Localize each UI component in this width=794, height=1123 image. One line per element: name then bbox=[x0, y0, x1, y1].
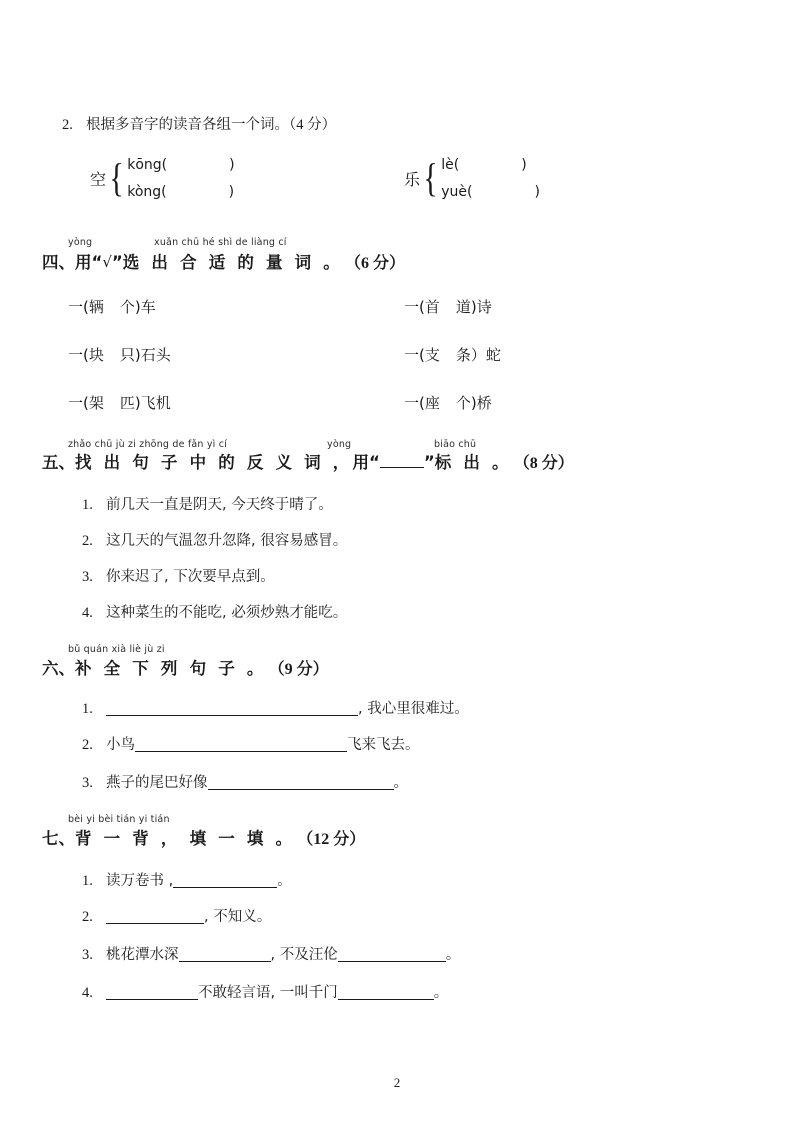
check-mark-icon: √ bbox=[102, 253, 112, 271]
section-4-lead: 用 bbox=[75, 253, 92, 272]
mw-prefix: 一( bbox=[404, 298, 425, 316]
section-5-title-use: 用 bbox=[352, 453, 369, 472]
section-7-heading bbox=[42, 831, 365, 848]
underline-sample bbox=[380, 467, 424, 468]
paren-open: ( bbox=[453, 157, 460, 173]
mw-suffix: )石头 bbox=[134, 346, 171, 364]
item-marker: 3. bbox=[82, 775, 93, 791]
paren-open: ( bbox=[161, 157, 168, 173]
paren-close: ) bbox=[229, 157, 235, 173]
answer-blank[interactable] bbox=[106, 715, 358, 716]
section-5-pinyin-main: zhǎo chū jù zi zhōng de fǎn yì cí bbox=[68, 439, 228, 450]
section-6-score: （9 分） bbox=[268, 661, 329, 678]
item-tail: 。 bbox=[445, 947, 461, 963]
quote-open: “ bbox=[91, 253, 103, 272]
section-5-item[interactable] bbox=[82, 570, 275, 585]
polyphone-row bbox=[441, 158, 540, 172]
pinyin-label: kòng bbox=[127, 184, 162, 200]
section-7-pinyin: bèi yi bèi tián yi tián bbox=[68, 814, 170, 825]
question-2-score: （4 分） bbox=[289, 117, 337, 133]
section-4-index: 四、 bbox=[42, 253, 75, 272]
polyphone-row bbox=[127, 158, 234, 172]
section-7-title: 背 一 背 ， 填 一 填 。 bbox=[75, 829, 296, 848]
polyphone-row bbox=[441, 185, 540, 199]
mw-option-1[interactable]: 首 bbox=[424, 298, 440, 316]
measure-word-row[interactable] bbox=[404, 396, 492, 411]
item-marker: 1. bbox=[82, 497, 93, 513]
section-7-item[interactable] bbox=[82, 986, 448, 1001]
section-4-pinyin-main: xuǎn chū hé shì de liàng cí bbox=[154, 237, 287, 248]
pinyin-label: lè bbox=[441, 157, 454, 173]
mw-option-1[interactable]: 块 bbox=[88, 346, 104, 364]
mw-suffix: )飞机 bbox=[134, 394, 171, 412]
page-number: 2 bbox=[393, 1075, 401, 1090]
item-marker: 2. bbox=[82, 737, 93, 753]
answer-blank[interactable] bbox=[338, 961, 446, 962]
section-5-title-part1: 找 出 句 子 中 的 反 义 词 ， bbox=[75, 453, 353, 472]
section-5-score: （8 分） bbox=[513, 455, 574, 472]
mw-prefix: 一( bbox=[68, 346, 89, 364]
paren-close: ) bbox=[521, 157, 527, 173]
item-marker: 1. bbox=[82, 701, 93, 717]
section-4-title: 选 出 合 适 的 量 词 。 bbox=[122, 253, 343, 272]
brace-icon: { bbox=[423, 155, 438, 201]
polyphone-row bbox=[127, 185, 234, 199]
mw-option-1[interactable]: 辆 bbox=[88, 298, 104, 316]
mw-prefix: 一( bbox=[404, 346, 425, 364]
item-suffix: 飞来飞去。 bbox=[347, 737, 420, 753]
polyphone-group-le bbox=[404, 155, 540, 201]
mw-option-2[interactable]: 条 bbox=[455, 346, 471, 364]
section-5-pinyin-biaochu: biāo chū bbox=[434, 439, 477, 450]
item-marker: 1. bbox=[82, 873, 93, 889]
mw-option-2[interactable]: 个 bbox=[119, 298, 135, 316]
item-prefix: 小鸟 bbox=[106, 737, 135, 753]
polyphone-character: 空 bbox=[90, 170, 107, 189]
answer-blank[interactable] bbox=[338, 999, 434, 1000]
mw-suffix: ）蛇 bbox=[470, 346, 501, 364]
measure-word-row[interactable] bbox=[404, 348, 501, 363]
section-4-heading bbox=[42, 255, 405, 272]
answer-blank[interactable] bbox=[135, 751, 347, 752]
item-suffix: 。 bbox=[393, 775, 408, 791]
question-2-title: 根据多音字的读音各组一个词。 bbox=[86, 117, 289, 133]
section-6-item[interactable] bbox=[82, 776, 408, 791]
item-text[interactable]: 你来迟了, 下次要早点到。 bbox=[106, 569, 275, 585]
measure-word-row[interactable] bbox=[404, 300, 492, 315]
item-marker: 4. bbox=[82, 985, 93, 1001]
quote-close: ” bbox=[423, 453, 435, 472]
item-marker: 3. bbox=[82, 947, 93, 963]
section-7-item[interactable] bbox=[82, 910, 271, 925]
mw-option-1[interactable]: 架 bbox=[88, 394, 104, 412]
mw-prefix: 一( bbox=[68, 394, 89, 412]
mw-suffix: )车 bbox=[134, 298, 156, 316]
pinyin-label: kōng bbox=[127, 157, 162, 173]
item-marker: 2. bbox=[82, 909, 93, 925]
item-suffix: , 不及汪伦 bbox=[270, 947, 338, 963]
polyphone-character: 乐 bbox=[404, 170, 421, 189]
item-marker: 2. bbox=[82, 533, 93, 549]
section-6-item[interactable] bbox=[82, 738, 420, 753]
item-prefix: 读万卷书 , bbox=[106, 873, 174, 889]
measure-word-row[interactable] bbox=[68, 396, 171, 411]
item-marker: 4. bbox=[82, 605, 93, 621]
measure-word-row[interactable] bbox=[68, 300, 156, 315]
section-7-score: （12 分） bbox=[297, 831, 366, 848]
section-5-heading bbox=[42, 455, 574, 472]
answer-blank[interactable] bbox=[106, 999, 198, 1000]
section-5-item[interactable] bbox=[82, 498, 333, 513]
mw-option-1[interactable]: 座 bbox=[424, 394, 440, 412]
polyphone-group-kong bbox=[90, 155, 235, 201]
item-prefix: 燕子的尾巴好像 bbox=[106, 775, 208, 791]
pinyin-label: yuè bbox=[441, 184, 467, 200]
item-suffix: , 不知义。 bbox=[204, 909, 272, 925]
item-suffix: 。 bbox=[277, 873, 292, 889]
paren-open: ( bbox=[467, 184, 473, 200]
measure-word-row[interactable] bbox=[68, 348, 171, 363]
section-4-pinyin-yong: yòng bbox=[68, 237, 93, 248]
item-text[interactable]: 这种菜生的不能吃, 必须炒熟才能吃。 bbox=[106, 605, 348, 621]
quote-open: “ bbox=[369, 453, 380, 472]
section-6-title: 补 全 下 列 句 子 。 bbox=[75, 659, 267, 678]
item-suffix: 不敢轻言语, 一叫千门 bbox=[198, 985, 338, 1001]
paren-open: ( bbox=[161, 184, 167, 200]
question-2-heading bbox=[62, 118, 336, 133]
mw-prefix: 一( bbox=[404, 394, 425, 412]
answer-blank[interactable] bbox=[179, 961, 271, 962]
brace-icon: { bbox=[109, 155, 124, 201]
mw-option-2[interactable]: 道 bbox=[455, 298, 471, 316]
section-5-index: 五、 bbox=[42, 453, 75, 472]
paren-close: ) bbox=[534, 184, 540, 200]
item-prefix: 桃花潭水深 bbox=[106, 947, 179, 963]
mw-option-2[interactable]: 个 bbox=[455, 394, 471, 412]
question-2-marker: 2. bbox=[62, 117, 73, 133]
mw-option-1[interactable]: 支 bbox=[424, 346, 440, 364]
item-suffix: , 我心里很难过。 bbox=[358, 701, 469, 717]
section-4-score: （6 分） bbox=[345, 255, 406, 272]
item-marker: 3. bbox=[82, 569, 93, 585]
mw-suffix: )桥 bbox=[470, 394, 492, 412]
answer-blank[interactable] bbox=[208, 789, 394, 790]
answer-blank[interactable] bbox=[173, 887, 277, 888]
item-text[interactable]: 这几天的气温忽升忽降, 很容易感冒。 bbox=[106, 533, 348, 549]
section-6-index: 六、 bbox=[42, 659, 75, 678]
mw-option-2[interactable]: 只 bbox=[119, 346, 135, 364]
quote-close: ” bbox=[111, 253, 123, 272]
section-7-item[interactable] bbox=[82, 948, 460, 963]
answer-blank[interactable] bbox=[106, 923, 204, 924]
section-5-item[interactable] bbox=[82, 606, 347, 621]
mw-option-2[interactable]: 匹 bbox=[119, 394, 135, 412]
paren-close: ) bbox=[228, 184, 235, 200]
mw-prefix: 一( bbox=[68, 298, 89, 316]
section-6-item[interactable] bbox=[82, 702, 469, 717]
section-5-title-part2: 标 出 。 bbox=[434, 453, 512, 472]
mw-suffix: )诗 bbox=[470, 298, 492, 316]
section-7-item[interactable] bbox=[82, 874, 292, 889]
section-5-item[interactable] bbox=[82, 534, 347, 549]
section-7-index: 七、 bbox=[42, 829, 75, 848]
section-5-pinyin-yong: yòng bbox=[327, 439, 352, 450]
item-text[interactable]: 前几天一直是阴天, 今天终于晴了。 bbox=[106, 497, 333, 513]
section-6-heading bbox=[42, 661, 329, 678]
section-6-pinyin: bǔ quán xià liè jù zi bbox=[68, 644, 165, 655]
item-tail: 。 bbox=[433, 985, 449, 1001]
